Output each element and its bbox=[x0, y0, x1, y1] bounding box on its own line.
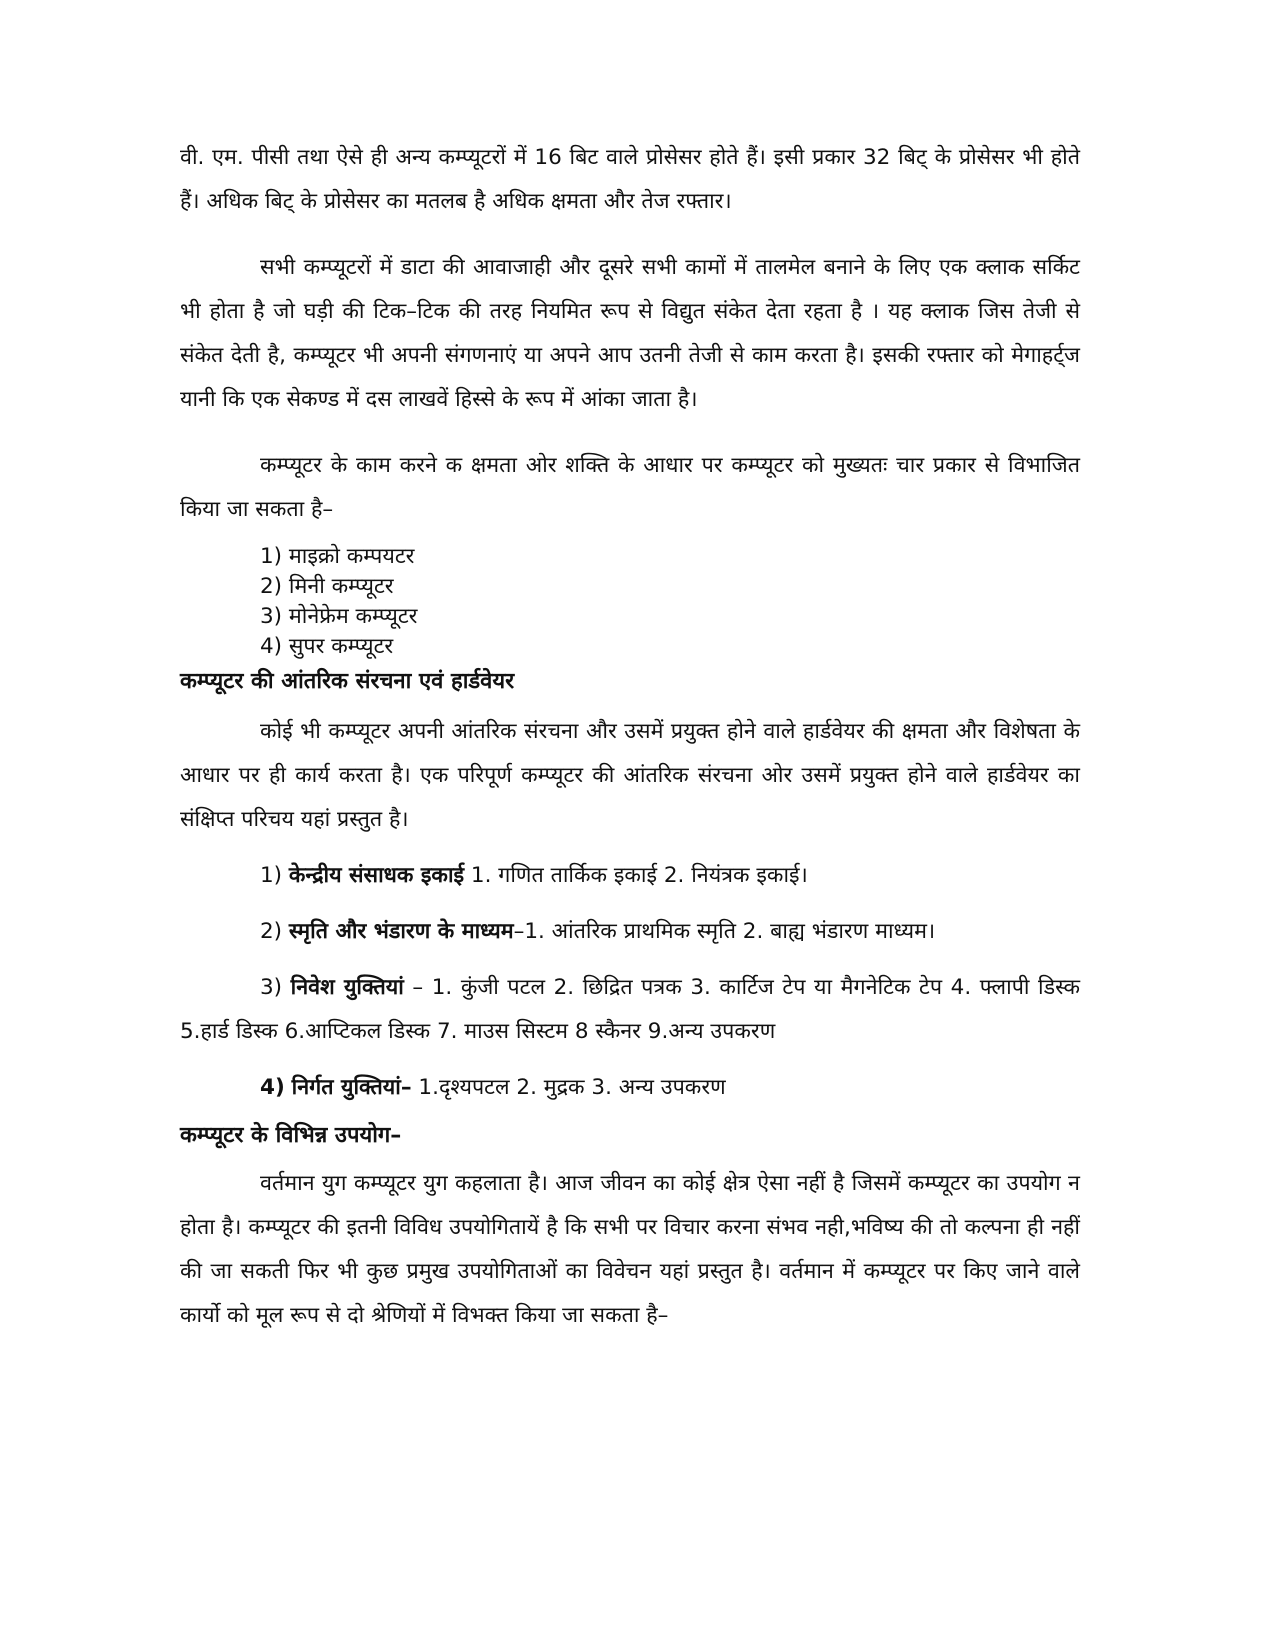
item-text: –1. आंतरिक प्राथमिक स्मृति 2. बाह्य भंडारण माध्यम। bbox=[513, 919, 936, 944]
paragraph-computer-types-intro: कम्प्यूटर के काम करने क क्षमता ओर शक्ति के आधार पर कम्प्यूटर को मुख्यतः चार प्रकार से विभाजित किया जा सकता है– bbox=[180, 453, 1080, 522]
hardware-item-output bbox=[180, 1066, 1080, 1110]
hardware-item-input bbox=[180, 966, 1080, 1054]
item-text: 1.दृश्यपटल 2. मुद्रक 3. अन्य उपकरण bbox=[411, 1075, 726, 1100]
item-number: 4) bbox=[260, 1075, 285, 1100]
item-title: निवेश युक्तियां bbox=[290, 975, 404, 1000]
item-title: निर्गत युक्तियां– bbox=[291, 1075, 412, 1100]
paragraph-computer-uses: वर्तमान युग कम्प्यूटर युग कहलाता है। आज जीवन का कोई क्षेत्र ऐसा नहीं है जिसमें कम्प्यूटर का उपयोग न होता है। कम्प्यूटर की इतनी विविध उपयोगितायें है कि सभी पर विचार करना संभव नही,भविष्य की तो कल्पना ही नहीं की जा सकती फिर भी कुछ प्रमुख उपयोगिताओं का विवेचन यहां प्रस्तुत है। वर्तमान में कम्प्यूटर पर किए जाने वाले कार्यो को मूल रूप से दो श्रेणियों में विभक्त किया जा सकता है– bbox=[180, 1171, 1080, 1328]
list-item: 4) सुपर कम्प्यूटर bbox=[260, 634, 394, 659]
list-item: 2) मिनी कम्प्यूटर bbox=[260, 574, 394, 599]
document-page bbox=[180, 136, 1080, 1338]
item-number: 2) bbox=[260, 919, 283, 944]
list-item: 1) माइक्रो कम्पयटर bbox=[260, 544, 415, 569]
hardware-item-memory bbox=[180, 910, 1080, 954]
paragraph-clock-circuit: सभी कम्प्यूटरों में डाटा की आवाजाही और दूसरे सभी कामों में तालमेल बनाने के लिए एक क्लाक सर्किट भी होता है जो घड़ी की टिक–टिक की तरह नियमित रूप से विद्युत संकेत देता रहता है । यह क्लाक जिस तेजी से संकेत देती है, कम्प्यूटर भी अपनी संगणनाएं या अपने आप उतनी तेजी से काम करता है। इसकी रफ्तार को मेगाहर्ट्ज यानी कि एक सेकण्ड में दस लाखवें हिस्से के रूप में आंका जाता है। bbox=[180, 255, 1080, 412]
paragraph-hardware-intro: कोई भी कम्प्यूटर अपनी आंतरिक संरचना और उसमें प्रयुक्त होने वाले हार्डवेयर की क्षमता और विशेषता के आधार पर ही कार्य करता है। एक परिपूर्ण कम्प्यूटर की आंतरिक संरचना ओर उसमें प्रयुक्त होने वाले हार्डवेयर का संक्षिप्त परिचय यहां प्रस्तुत है। bbox=[180, 719, 1080, 832]
list-item: 3) मोनेफ्रेम कम्प्यूटर bbox=[260, 604, 418, 629]
item-number: 1) bbox=[260, 863, 283, 888]
item-title: स्मृति और भंडारण के माध्यम bbox=[288, 919, 514, 944]
item-text: 1. गणित तार्किक इकाई 2. नियंत्रक इकाई। bbox=[464, 863, 808, 888]
computer-types-list bbox=[180, 542, 1080, 662]
section-heading-uses: कम्प्यूटर के विभिन्न उपयोग– bbox=[180, 1123, 402, 1148]
item-text: – 1. कुंजी पटल 2. छिद्रित पत्रक 3. कार्टिज टेप या मैगनेटिक टेप 4. फ्लापी डिस्क 5.हार्ड डिस्क 6.आप्टिकल डिस्क 7. माउस सिस्टम 8 स्कैनर 9.अन्य उपकरण bbox=[180, 975, 1080, 1044]
item-title: केन्द्रीय संसाधक इकाई bbox=[288, 863, 465, 888]
item-number: 3) bbox=[260, 975, 283, 1000]
hardware-item-cpu bbox=[180, 854, 1080, 898]
section-heading-hardware: कम्प्यूटर की आंतरिक संरचना एवं हार्डवेयर bbox=[180, 669, 515, 694]
paragraph-processor-bits: वी. एम. पीसी तथा ऐसे ही अन्य कम्प्यूटरों में 16 बिट वाले प्रोसेसर होते हैं। इसी प्रकार 32 बिट् के प्रोसेसर भी होते हैं। अधिक बिट् के प्रोसेसर का मतलब है अधिक क्षमता और तेज रफ्तार। bbox=[180, 145, 1080, 214]
